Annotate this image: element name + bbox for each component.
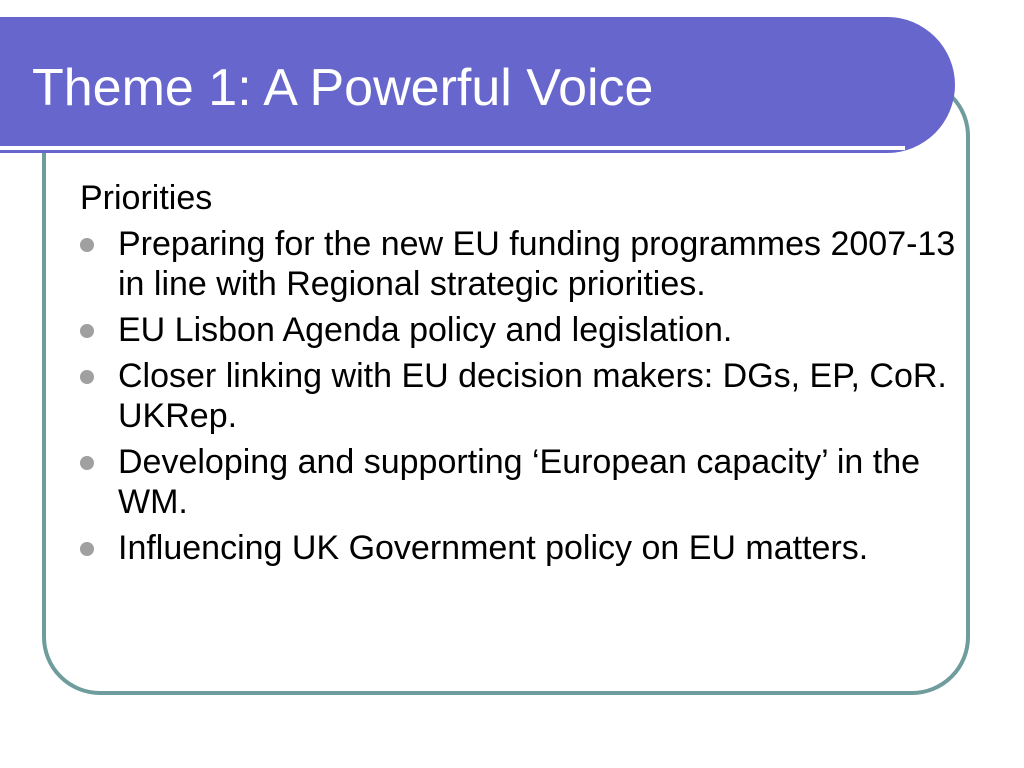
list-item: [80, 224, 960, 304]
priorities-heading: Priorities: [80, 179, 213, 217]
list-item-text: Developing and supporting ‘European capacity’ in the WM.: [118, 443, 921, 521]
list-item-text: Closer linking with EU decision makers: DGs, EP, CoR. UKRep.: [118, 357, 947, 435]
slide-title: Theme 1: A Powerful Voice: [32, 59, 654, 117]
bullet-icon: [80, 370, 94, 384]
priority-list: [80, 224, 960, 568]
bullet-icon: [80, 324, 94, 338]
list-item-text: Preparing for the new EU funding programmes 2007-13 in line with Regional strategic priorities.: [118, 225, 956, 303]
list-item: [80, 528, 960, 568]
list-item: [80, 356, 960, 436]
bullet-icon: [80, 542, 94, 556]
list-item-text: Influencing UK Government policy on EU matters.: [118, 529, 869, 567]
title-bar: [0, 17, 955, 153]
list-item: [80, 310, 960, 350]
bullet-icon: [80, 238, 94, 252]
title-divider: [0, 146, 905, 150]
list-item: [80, 442, 960, 522]
list-item-text: EU Lisbon Agenda policy and legislation.: [118, 311, 733, 349]
bullet-icon: [80, 456, 94, 470]
slide-body: [80, 178, 960, 574]
